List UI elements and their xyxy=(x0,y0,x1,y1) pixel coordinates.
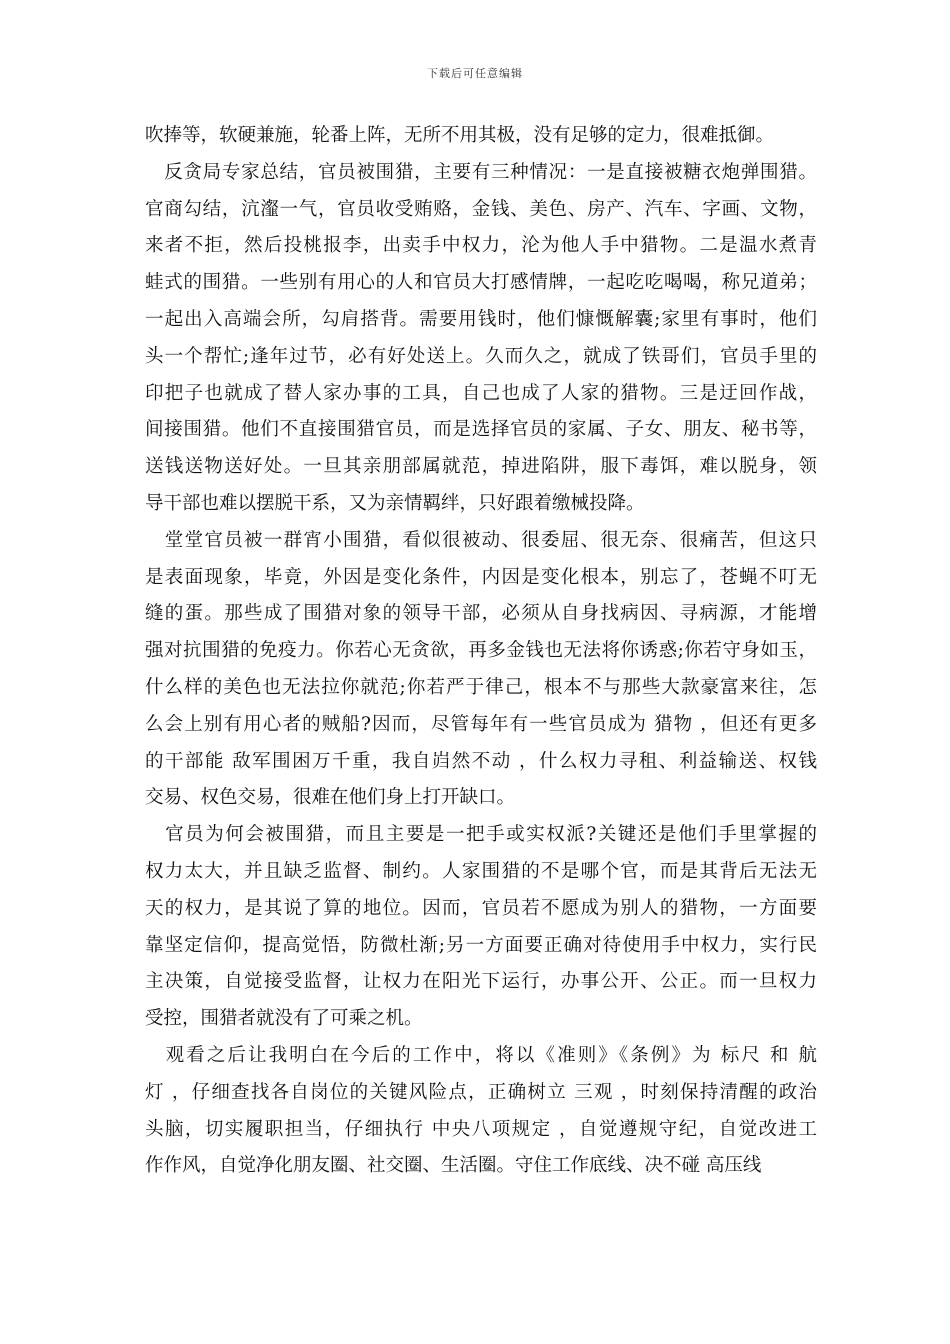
text-line: 一起出入高端会所，勾肩搭背。需要用钱时，他们慷慨解囊;家里有事时，他们 xyxy=(145,308,817,330)
document-body xyxy=(145,118,817,1185)
text-line: 的干部能 敌军围困万千重，我自岿然不动 ，什么权力寻租、利益输送、权钱 xyxy=(145,750,817,772)
text-line: 强对抗围猎的免疫力。你若心无贪欲，再多金钱也无法将你诱惑;你若守身如玉， xyxy=(145,640,817,662)
text-line: 交易、权色交易，很难在他们身上打开缺口。 xyxy=(145,787,516,809)
page-header: 下载后可任意编辑 xyxy=(427,67,523,80)
text-line: 官商勾结，沆瀣一气，官员收受贿赂，金钱、美色、房产、汽车、字画、文物， xyxy=(145,198,817,220)
text-line: 灯 ，仔细查找各自岗位的关键风险点，正确树立 三观 ，时刻保持清醒的政治 xyxy=(145,1081,817,1103)
text-line: 天的权力，是其说了算的地位。因而，官员若不愿成为别人的猎物，一方面要 xyxy=(145,897,817,919)
text-line: 导干部也难以摆脱干系，又为亲情羁绊，只好跟着缴械投降。 xyxy=(145,492,645,514)
text-line: 受控，围猎者就没有了可乘之机。 xyxy=(145,1008,423,1030)
text-line: 印把子也就成了替人家办事的工具，自己也成了人家的猎物。三是迂回作战， xyxy=(145,382,817,404)
text-line: 权力太大，并且缺乏监督、制约。人家围猎的不是哪个官，而是其背后无法无 xyxy=(145,860,817,882)
text-line: 头脑，切实履职担当，仔细执行 中央八项规定 ，自觉遵规守纪，自觉改进工 xyxy=(145,1118,817,1140)
text-line: 送钱送物送好处。一旦其亲朋部属就范，掉进陷阱，服下毒饵，难以脱身，领 xyxy=(145,456,817,478)
text-line: 吹捧等，软硬兼施，轮番上阵，无所不用其极，没有足够的定力，很难抵御。 xyxy=(145,125,775,146)
text-line: 作作风，自觉净化朋友圈、社交圈、生活圈。守住工作底线、决不碰 高压线 xyxy=(145,1155,762,1177)
text-line: 官员为何会被围猎，而且主要是一把手或实权派?关键还是他们手里掌握的 xyxy=(145,824,817,846)
text-line: 靠坚定信仰，提高觉悟，防微杜渐;另一方面要正确对待使用手中权力，实行民 xyxy=(145,934,817,956)
text-line: 缝的蛋。那些成了围猎对象的领导干部，必须从自身找病因、寻病源，才能增 xyxy=(145,603,817,625)
text-line: 蛙式的围猎。一些别有用心的人和官员大打感情牌，一起吃吃喝喝，称兄道弟； xyxy=(145,272,817,294)
text-line: 头一个帮忙;逢年过节，必有好处送上。久而久之，就成了铁哥们，官员手里的 xyxy=(145,345,817,367)
text-line: 主决策，自觉接受监督，让权力在阳光下运行，办事公开、公正。而一旦权力 xyxy=(145,971,817,993)
text-line: 堂堂官员被一群宵小围猎，看似很被动、很委屈、很无奈、很痛苦，但这只 xyxy=(145,529,817,551)
text-line: 么会上别有用心者的贼船?因而，尽管每年有一些官员成为 猎物 ，但还有更多 xyxy=(145,713,817,735)
text-line: 反贪局专家总结，官员被围猎，主要有三种情况：一是直接被糖衣炮弹围猎。 xyxy=(145,161,817,183)
text-line: 来者不拒，然后投桃报李，出卖手中权力，沦为他人手中猎物。二是温水煮青 xyxy=(145,235,817,257)
text-line: 什么样的美色也无法拉你就范;你若严于律己，根本不与那些大款豪富来往，怎 xyxy=(145,676,817,698)
text-line: 间接围猎。他们不直接围猎官员，而是选择官员的家属、子女、朋友、秘书等， xyxy=(145,419,817,441)
text-line: 是表面现象，毕竟，外因是变化条件，内因是变化根本，别忘了，苍蝇不叮无 xyxy=(145,566,817,588)
text-line: 观看之后让我明白在今后的工作中，将以《准则》《条例》为 标尺 和 航 xyxy=(145,1044,817,1066)
